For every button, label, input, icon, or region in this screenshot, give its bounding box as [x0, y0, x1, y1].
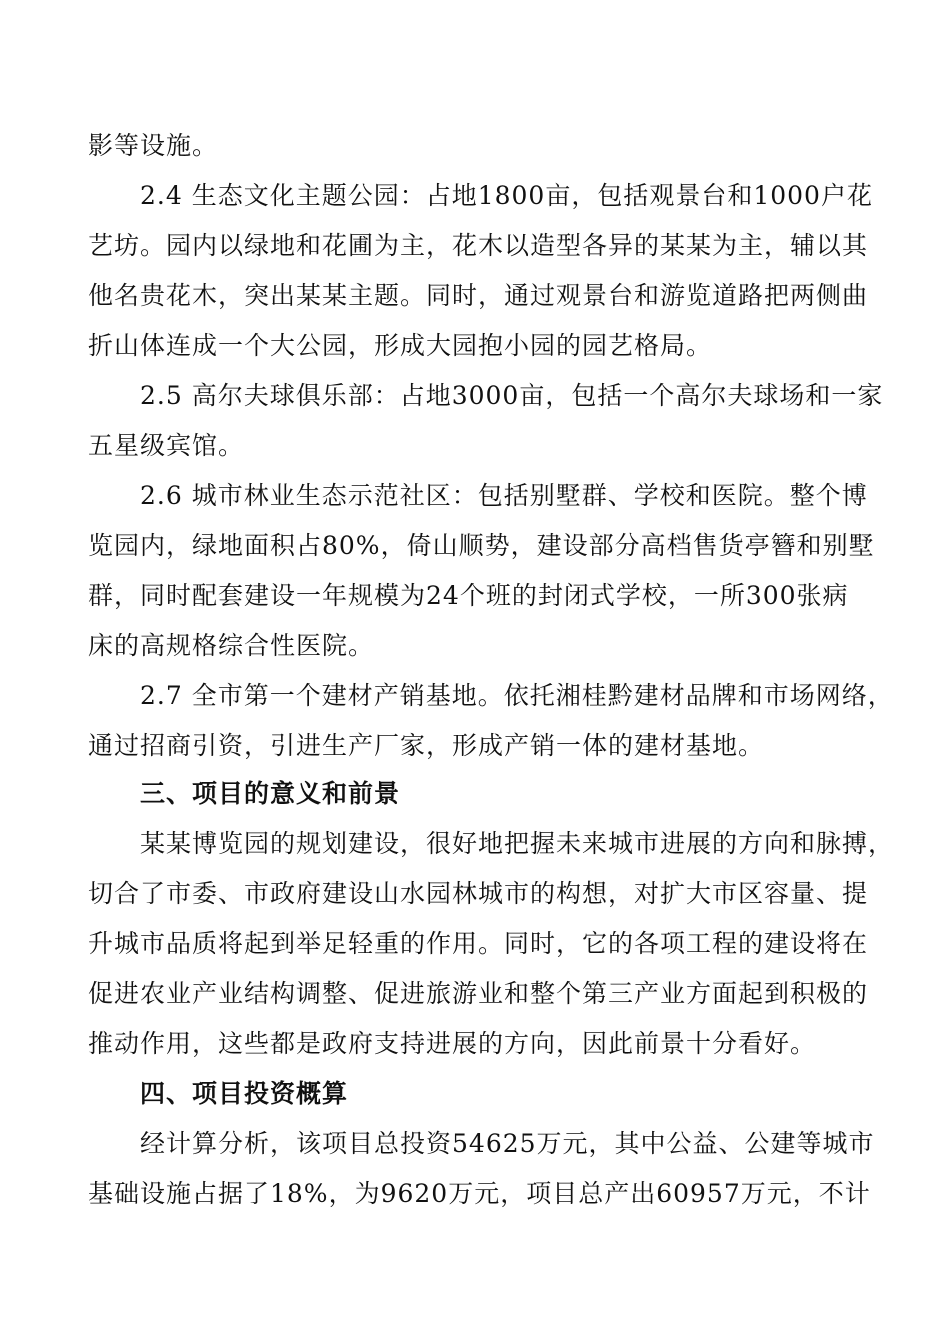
text-line: 览园内，绿地面积占80%，倚山顺势，建设部分高档售货亭簪和别墅 [88, 531, 875, 560]
text-line: 他名贵花木，突出某某主题。同时，通过观景台和游览道路把两侧曲 [88, 281, 869, 310]
text-line: 床的高规格综合性医院。 [88, 631, 375, 660]
text-line: 促进农业产业结构调整、促进旅游业和整个第三产业方面起到积极的 [88, 979, 869, 1008]
text-line: 升城市品质将起到举足轻重的作用。同时，它的各项工程的建设将在 [88, 929, 869, 958]
text-line: 艺坊。园内以绿地和花圃为主，花木以造型各异的某某为主，辅以其 [88, 231, 869, 260]
text-line: 经计算分析，该项目总投资54625万元，其中公益、公建等城市 [140, 1129, 875, 1158]
text-line: 影等设施。 [88, 131, 219, 160]
text-line: 2.5 高尔夫球俱乐部：占地3000亩，包括一个高尔夫球场和一家 [140, 381, 884, 410]
text-line: 基础设施占据了18%，为9620万元，项目总产出60957万元，不计 [88, 1179, 871, 1208]
text-line: 2.6 城市林业生态示范社区：包括别墅群、学校和医院。整个博 [140, 481, 868, 510]
text-line: 切合了市委、市政府建设山水园林城市的构想，对扩大市区容量、提 [88, 879, 869, 908]
section-heading: 四、项目投资概算 [140, 1079, 349, 1108]
text-line: 通过招商引资，引进生产厂家，形成产销一体的建材基地。 [88, 731, 765, 760]
text-line: 2.7 全市第一个建材产销基地。依托湘桂黔建材品牌和市场网络， [140, 681, 894, 710]
text-line: 五星级宾馆。 [88, 431, 245, 460]
text-line: 2.4 生态文化主题公园：占地1800亩，包括观景台和1000户花 [140, 181, 873, 210]
text-line: 折山体连成一个大公园，形成大园抱小园的园艺格局。 [88, 331, 713, 360]
text-line: 某某博览园的规划建设，很好地把握未来城市进展的方向和脉搏， [140, 829, 895, 858]
text-line: 群，同时配套建设一年规模为24个班的封闭式学校，一所300张病 [88, 581, 849, 610]
text-line: 推动作用，这些都是政府支持进展的方向，因此前景十分看好。 [88, 1029, 817, 1058]
section-heading: 三、项目的意义和前景 [140, 779, 401, 808]
